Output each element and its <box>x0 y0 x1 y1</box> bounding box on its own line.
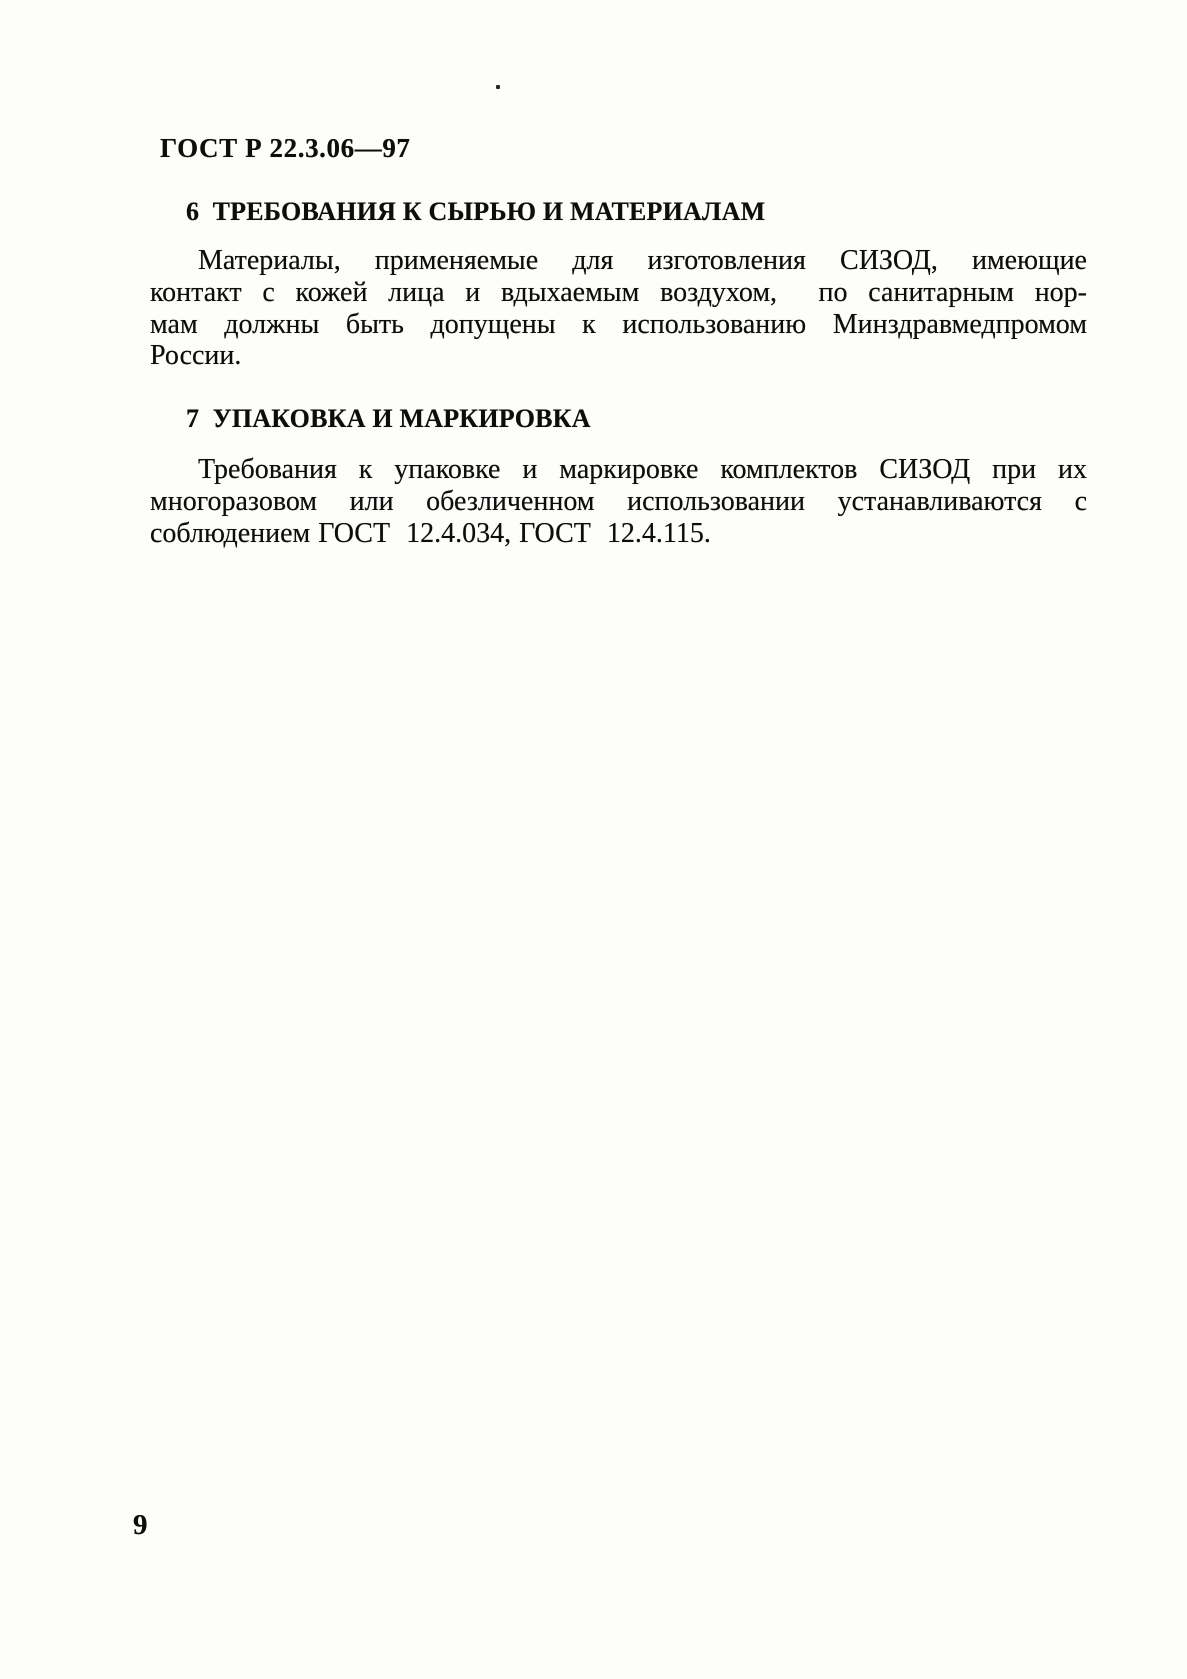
section-7-paragraph <box>150 454 1087 549</box>
paragraph-line: Требования к упаковке и маркировке комплектов СИЗОД при их <box>198 454 1087 485</box>
paragraph-line: России. <box>150 340 242 372</box>
section-7-heading: 7 УПАКОВКА И МАРКИРОВКА <box>186 404 591 433</box>
paragraph-line: соблюдением ГОСТ 12.4.034, ГОСТ 12.4.115. <box>150 517 711 549</box>
paragraph-line: контакт с кожей лица и вдыхаемым воздухом, по санитарным нор- <box>150 276 1087 308</box>
paragraph-line: многоразовом или обезличенном использовании устанавливаются с <box>150 485 1087 517</box>
document-code: ГОСТ Р 22.3.06—97 <box>160 133 411 163</box>
page-number: 9 <box>133 1509 148 1541</box>
paragraph-line: Материалы, применяемые для изготовления СИЗОД, имеющие <box>198 245 1087 276</box>
scan-artifact-dot <box>496 85 500 89</box>
section-6-paragraph <box>150 245 1087 372</box>
section-6-heading: 6 ТРЕБОВАНИЯ К СЫРЬЮ И МАТЕРИАЛАМ <box>186 197 766 226</box>
paragraph-line: мам должны быть допущены к использованию Минздравмедпромом <box>150 308 1087 340</box>
